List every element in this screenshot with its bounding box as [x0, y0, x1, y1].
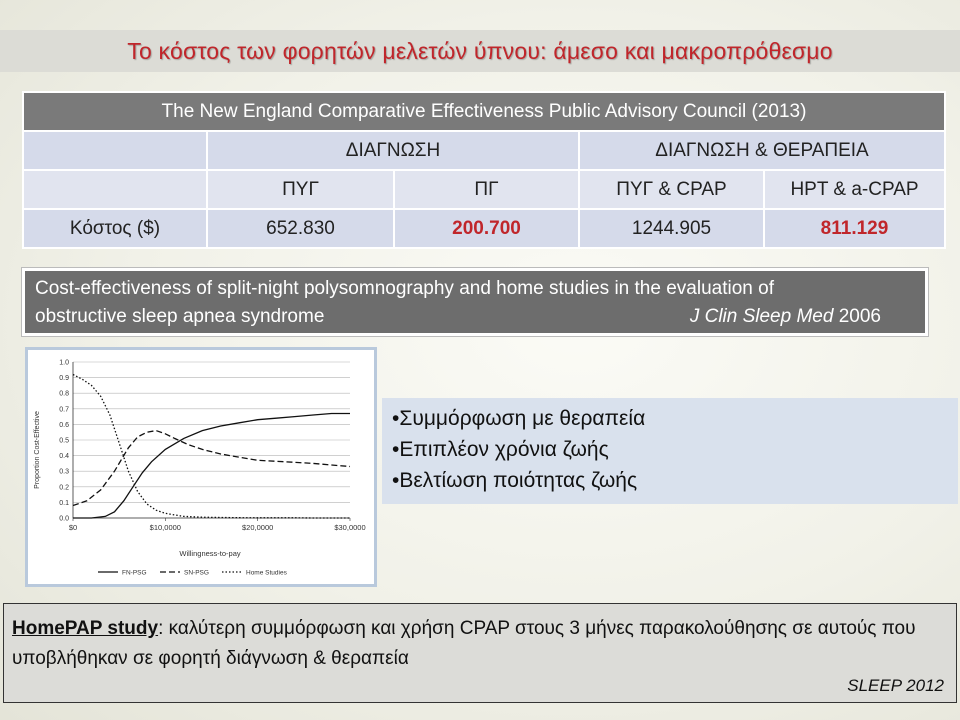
journal-name: J Clin Sleep Med: [689, 306, 834, 327]
x-axis-label: Willingness-to-pay: [179, 549, 241, 558]
y-tick-label: 0.7: [59, 406, 69, 414]
legend-label: FN-PSG: [122, 569, 147, 577]
series-line-home-studies: [73, 375, 350, 519]
series-line-sn-psg: [73, 431, 350, 506]
homepap-box: [3, 603, 957, 703]
chart-frame: [25, 347, 377, 587]
empty-cell: [23, 170, 207, 209]
y-tick-label: 0.3: [59, 468, 69, 476]
cost-effectiveness-chart: [28, 350, 374, 584]
cost-value: 652.830: [207, 209, 394, 248]
reference-box: [22, 268, 928, 336]
row-label: Κόστος ($): [23, 209, 207, 248]
legend-label: SN-PSG: [184, 569, 209, 577]
empty-cell: [23, 131, 207, 170]
legend-label: Home Studies: [246, 569, 287, 577]
cost-table: [22, 91, 946, 249]
title-band: [0, 30, 960, 72]
homepap-text: : καλύτερη συμμόρφωση και χρήση CPAP στους 3 μήνες παρακολούθησης σε αυτούς που υποβλήθηκαν σε φορητή διάγνωση & θεραπεία: [12, 618, 916, 669]
reference-citation: [690, 303, 915, 331]
y-axis-label: Proportion Cost-Effective: [34, 411, 41, 489]
cost-value-highlight: 200.700: [394, 209, 579, 248]
y-tick-label: 0.6: [59, 421, 69, 429]
sub-header: ΠΥΓ: [207, 170, 394, 209]
x-tick-label: $0: [68, 523, 78, 532]
homepap-source: SLEEP 2012: [847, 676, 944, 695]
sub-header: HPT & a-CPAP: [764, 170, 945, 209]
cost-value: 1244.905: [579, 209, 764, 248]
x-tick-label: $20,0000: [242, 523, 274, 532]
benefits-list: [382, 398, 958, 504]
reference-line-2: obstructive sleep apnea syndrome: [35, 306, 325, 327]
y-tick-label: 0.4: [59, 453, 69, 461]
y-tick-label: 1.0: [59, 359, 69, 367]
bullet-item: •Βελτίωση ποιότητας ζωής: [392, 469, 638, 492]
y-tick-label: 0.1: [59, 499, 69, 507]
journal-year: 2006: [838, 306, 881, 327]
x-tick-label: $10,0000: [149, 523, 181, 532]
y-tick-label: 0.5: [59, 437, 69, 445]
group-header-diagnosis-therapy: ΔΙΑΓΝΩΣΗ & ΘΕΡΑΠΕΙΑ: [579, 131, 945, 170]
homepap-label: HomePAP study: [12, 618, 159, 639]
slide-title: Το κόστος των φορητών μελετών ύπνου: άμεσο και μακροπρόθεσμο: [127, 37, 833, 64]
reference-line-1: Cost-effectiveness of split-night polysomnography and home studies in the evaluation of: [35, 278, 774, 299]
reference-line-2-row: [35, 303, 915, 331]
y-tick-label: 0.0: [59, 515, 69, 523]
sub-header: ΠΓ: [394, 170, 579, 209]
y-tick-label: 0.8: [59, 390, 69, 398]
group-header-diagnosis: ΔΙΑΓΝΩΣΗ: [207, 131, 579, 170]
sub-header: ΠΥΓ & CPAP: [579, 170, 764, 209]
y-tick-label: 0.9: [59, 375, 69, 383]
bullet-item: •Συμμόρφωση με θεραπεία: [392, 407, 646, 430]
bullet-item: •Επιπλέον χρόνια ζωής: [392, 438, 609, 461]
cost-value-highlight: 811.129: [764, 209, 945, 248]
x-tick-label: $30,0000: [334, 523, 366, 532]
y-tick-label: 0.2: [59, 484, 69, 492]
table-caption: The New England Comparative Effectiveness Public Advisory Council (2013): [23, 92, 945, 131]
